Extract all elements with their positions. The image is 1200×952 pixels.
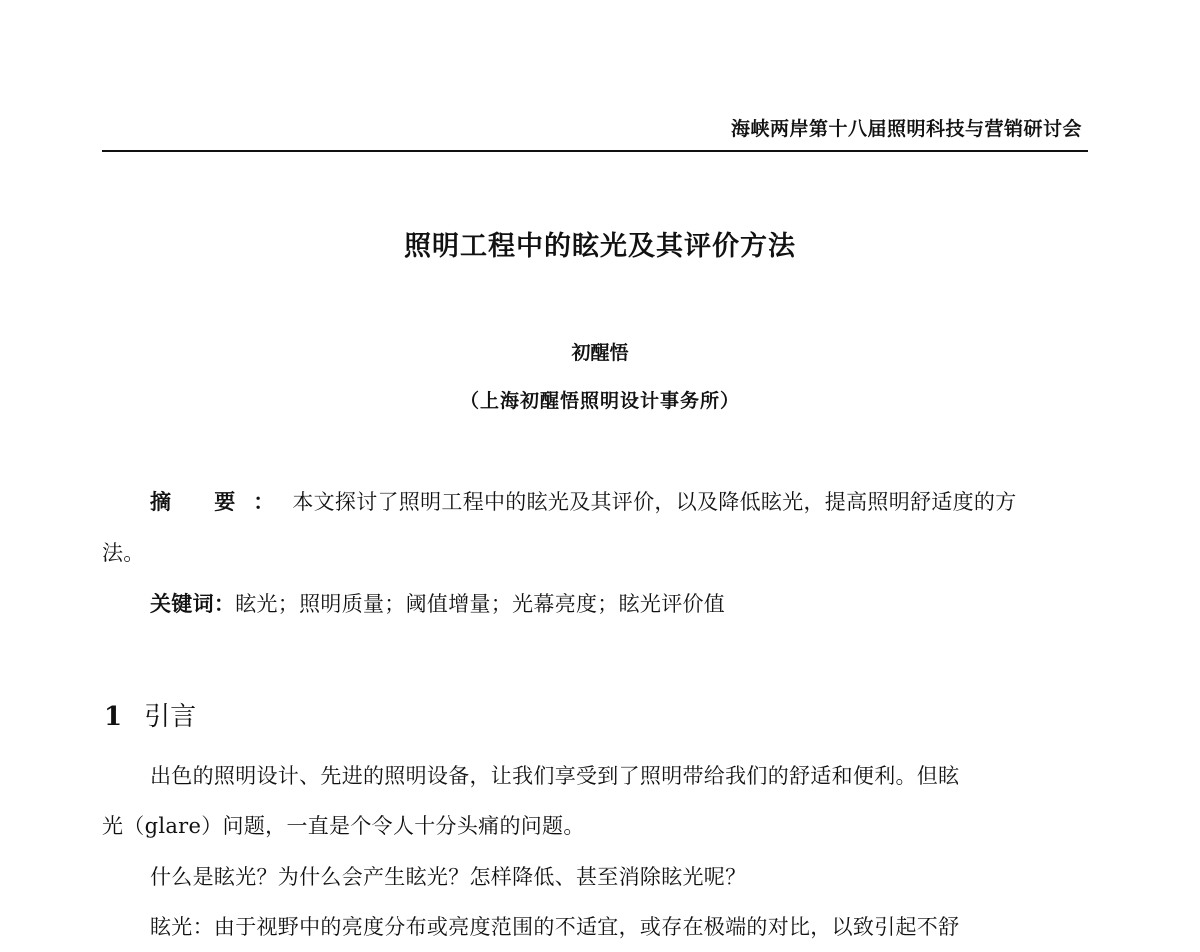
keywords-text: 眩光；照明质量；阈值增量；光幕亮度；眩光评价值	[235, 592, 726, 616]
abstract-line-2: 法。	[102, 541, 145, 565]
abstract-label: 摘 要：	[150, 490, 293, 514]
section-heading	[104, 696, 196, 733]
abstract-text-1: 本文探讨了照明工程中的眩光及其评价，以及降低眩光，提高照明舒适度的方	[292, 490, 1017, 514]
section-title: 引言	[144, 702, 197, 732]
intro-para3: 眩光：由于视野中的亮度分布或亮度范围的不适宜，或存在极端的对比，以致引起不舒	[150, 915, 960, 939]
abstract-line-1	[150, 486, 1017, 516]
intro-para2: 什么是眩光？为什么会产生眩光？怎样降低、甚至消除眩光呢？	[150, 865, 747, 889]
paper-title: 照明工程中的眩光及其评价方法	[404, 231, 796, 262]
header-rule	[102, 150, 1088, 152]
running-header: 海峡两岸第十八届照明科技与营销研讨会	[730, 118, 1082, 140]
author-name: 初醒悟	[571, 342, 629, 364]
intro-para1-line1: 出色的照明设计、先进的照明设备，让我们享受到了照明带给我们的舒适和便利。但眩	[150, 764, 960, 788]
author-affiliation: （上海初醒悟照明设计事务所）	[459, 390, 740, 412]
intro-para1-line2: 光（glare）问题，一直是个令人十分头痛的问题。	[102, 814, 585, 838]
keywords-label: 关键词：	[150, 592, 236, 616]
section-number: 1	[104, 702, 123, 732]
keywords-line	[150, 588, 725, 618]
